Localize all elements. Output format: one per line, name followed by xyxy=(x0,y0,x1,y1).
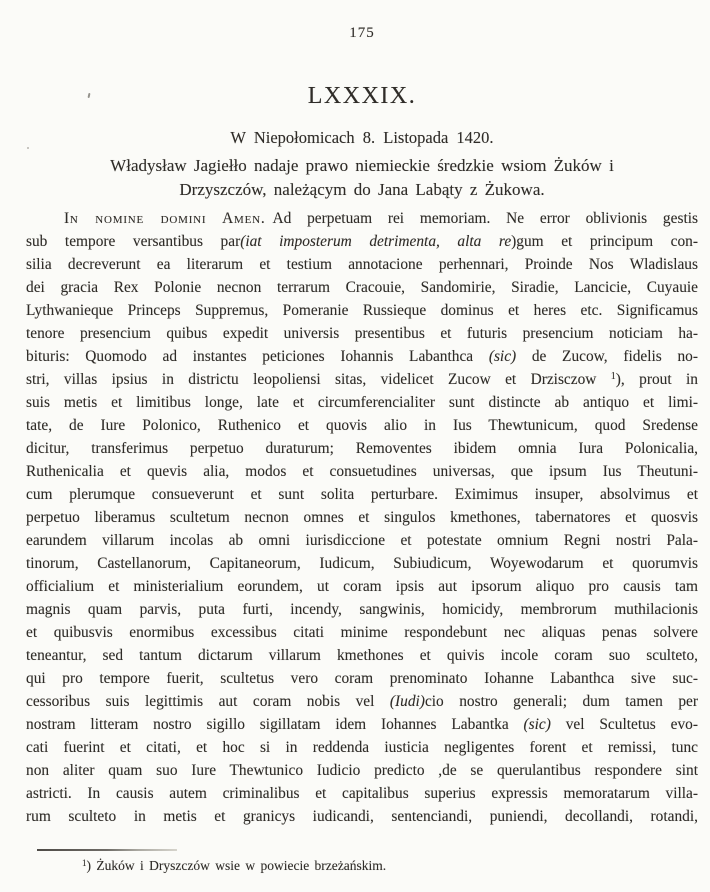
body-line: rum sculteto in metis et granicys iudicandi, sentenciandi, puniendi, decollandi, rotandi, xyxy=(26,808,698,825)
footnote-rule xyxy=(37,849,177,851)
body-line: earundem villarum incolas ab omni iurisdiccione et potestate omnium Regni nostri Pala- xyxy=(26,532,698,549)
dateline: W Niepołomicach 8. Listopada 1420. xyxy=(230,128,494,147)
body-line: officialium et ministerialium eorundem, ut coram ipsis aut ipsorum aliquo pro causis tam xyxy=(26,578,698,595)
body-line: Ruthenicalia et quevis alia, modos et consuetudines universas, que ipsum Ius Theutuni- xyxy=(26,463,698,480)
body-line: dei gracia Rex Polonie necnon terrarum Cracouie, Sandomirie, Siradie, Lancicie, Cuyauie xyxy=(26,279,698,296)
body-line: qui pro tempore fuerit, scultetus vero coram prenominato Iohanne Labanthca sive suc- xyxy=(26,670,698,687)
body-line: tenore presencium quibus expedit universis presentibus et futuris presencium noticiam ha- xyxy=(26,325,698,342)
footnote-text: ) Żuków i Dryszczów wsie w powiecie brzeżańskim. xyxy=(86,858,387,873)
summary-regest xyxy=(26,154,698,202)
body-line: teneantur, sed tantum dictarum villarum kmethones et quivis incole coram suo sculteto, xyxy=(26,647,698,664)
body-line: nostram litteram nostro sigillo sigillatam idem Iohannes Labantka (sic) vel Scultetus evo- xyxy=(26,716,698,733)
charter-body-paragraph xyxy=(26,207,698,828)
page-number: 175 xyxy=(349,25,375,41)
footnote-ref-marker: 1 xyxy=(82,858,87,868)
summary-line: Władysław Jagiełło nadaje prawo niemieckie średzkie wsiom Żuków i xyxy=(110,156,614,175)
body-line: stri, villas ipsius in districtu leopoliensi sitas, videlicet Zucow et Drzisczow $^1$), prout in xyxy=(26,371,698,388)
body-line: cati fuerint et citati, et hoc si in reddenda iusticia negligentes forent et remissi, tunc xyxy=(26,739,698,756)
body-line: dicitur, transferimus perpetuo duraturum; Removentes ibidem omnia Iura Polonicalia, xyxy=(26,440,698,457)
body-line: tate, de Iure Polonico, Ruthenico et quovis alio in Ius Thewtunicum, quod Sredense xyxy=(26,417,698,434)
summary-line: Drzyszczów, należącym do Jana Labąty z Żukowa. xyxy=(179,180,545,199)
body-line: astricti. In causis autem criminalibus et capitalibus superius expressis memoratarum villa- xyxy=(26,785,698,802)
body-line: non aliter quam suo Iure Thewtunico Iudicio predicto ,de se querulantibus respondere sint xyxy=(26,762,698,779)
body-line: cessoribus suis legittimis aut coram nobis vel (Iudi)cio nostro generali; dum tamen per xyxy=(26,693,698,710)
body-line: perpetuo liberamus scultetum necnon omnes et singulos kmethones, tabernatores et quosvis xyxy=(26,509,698,526)
scan-artifact-dot xyxy=(27,147,29,149)
body-line: In nomine domini Amen. Ad perpetuam rei memoriam. Ne error oblivionis gestis xyxy=(64,210,698,227)
body-line: bituris: Quomodo ad instantes peticiones Iohannis Labanthca (sic) de Zucow, fidelis no- xyxy=(26,348,698,365)
body-line: suis metis et limitibus longe, late et circumferencialiter sunt distincte ab antiquo et limi- xyxy=(26,394,698,411)
body-line: cum plerumque consueverunt et sunt solita perturbare. Eximimus insuper, absolvimus et xyxy=(26,486,698,503)
section-numeral: LXXXIX. xyxy=(307,83,417,109)
body-line: Lythwanieque Princeps Suppremus, Pomeranie Russieque dominus et heres etc. Significamus xyxy=(26,302,698,319)
footnote xyxy=(82,857,698,875)
footnote-ref-marker: 1 xyxy=(610,371,616,382)
body-line: tinorum, Castellanorum, Capitaneorum, Iudicum, Subiudicum, Woyewodarum et quorumvis xyxy=(26,555,698,572)
body-line: silia decreverunt ea literarum et testium annotacione perhennari, Proinde Nos Wladislaus xyxy=(26,256,698,273)
body-line: sub tempore versantibus par(iat imposterum detrimenta, alta re)gum et principum con- xyxy=(26,233,698,250)
body-line: et quibusvis enormibus excessibus citati minime respondebunt nec aliquas penas solvere xyxy=(26,624,698,641)
body-line: magnis quam parvis, puta furti, incendy, sangwinis, homicidy, membrorum muthilacionis xyxy=(26,601,698,618)
